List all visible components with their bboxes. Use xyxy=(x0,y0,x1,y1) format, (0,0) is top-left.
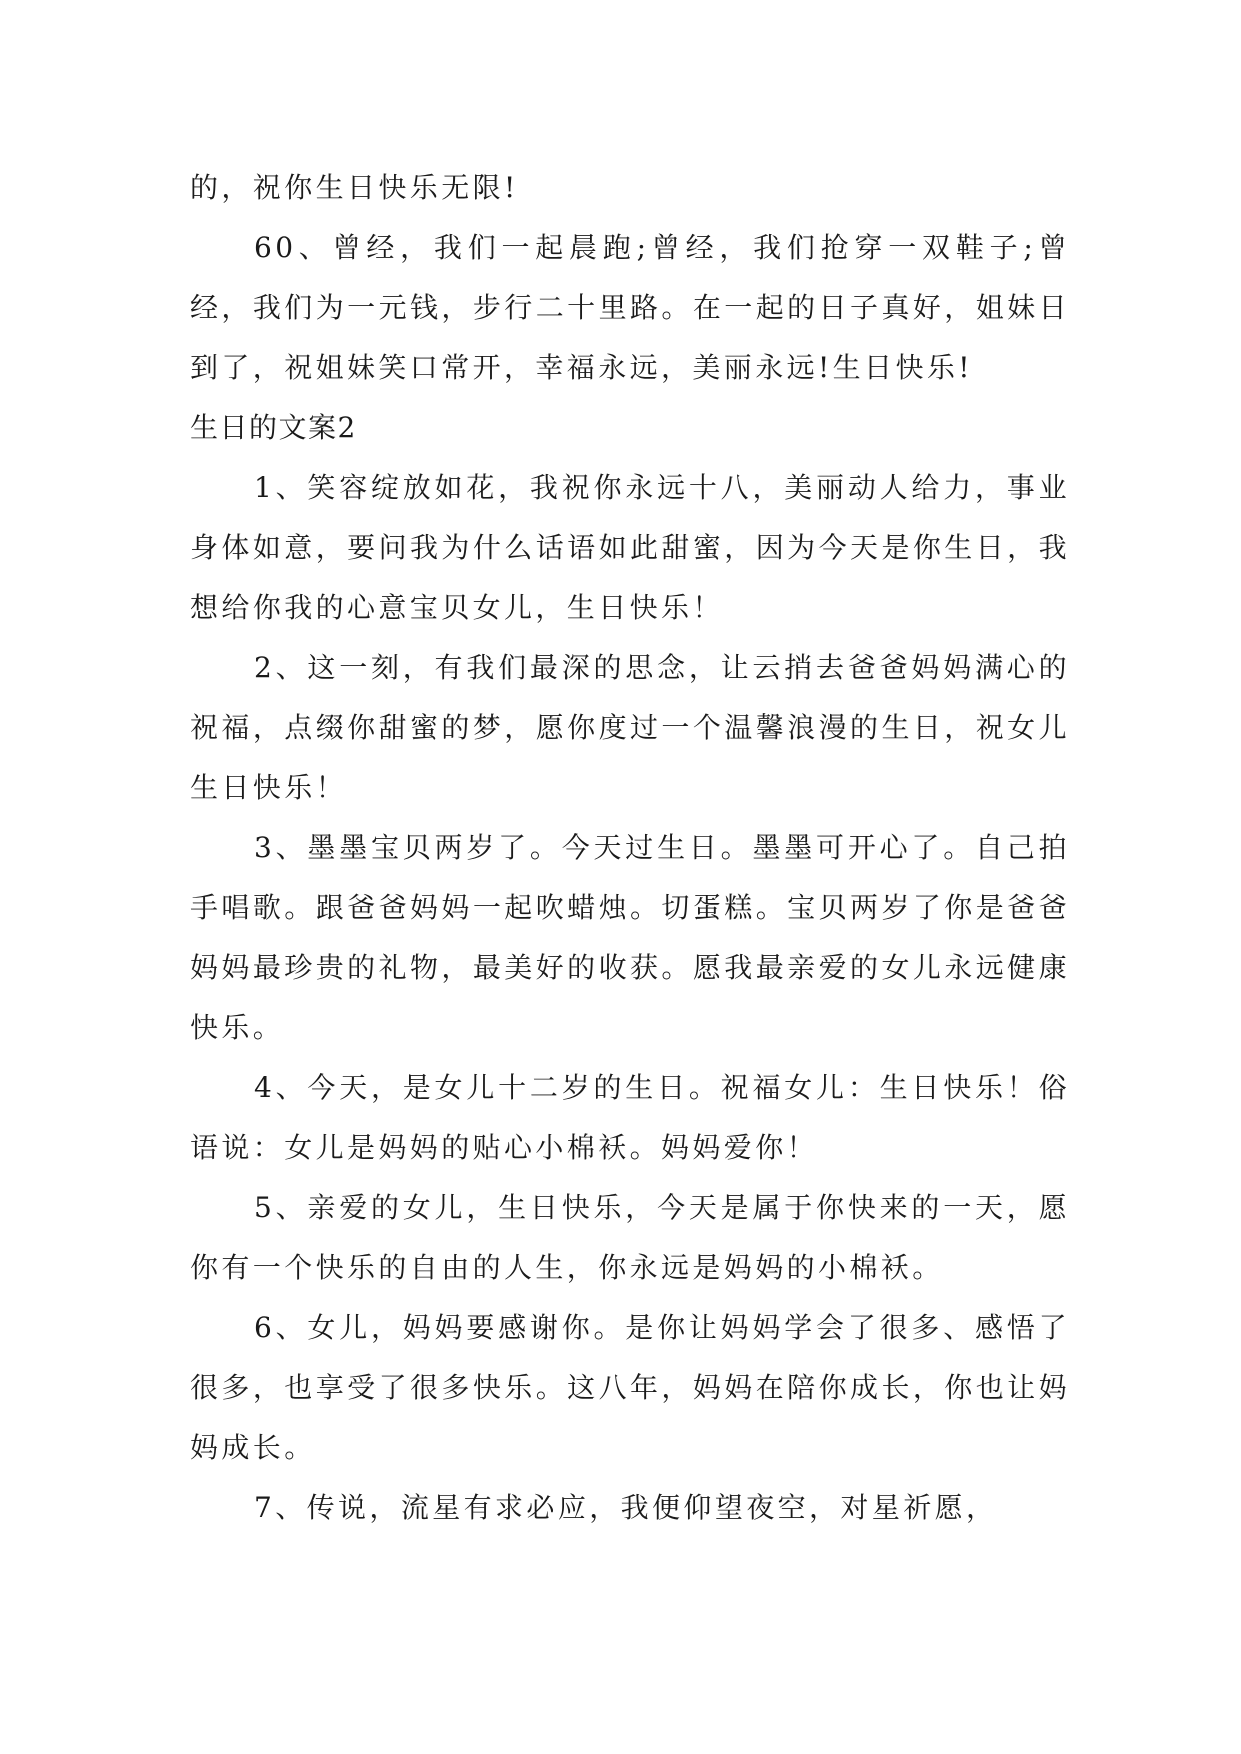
paragraph-6: 6、女儿，妈妈要感谢你。是你让妈妈学会了很多、感悟了很多，也享受了很多快乐。这八年，妈妈在陪你成长，你也让妈妈成长。 xyxy=(190,1311,1070,1464)
paragraph-5: 5、亲爱的女儿，生日快乐，今天是属于你快来的一天，愿你有一个快乐的自由的人生，你永远是妈妈的小棉袄。 xyxy=(190,1191,1070,1284)
paragraph-7: 7、传说，流星有求必应，我便仰望夜空，对星祈愿， xyxy=(254,1491,998,1524)
paragraph-3: 3、墨墨宝贝两岁了。今天过生日。墨墨可开心了。自己拍手唱歌。跟爸爸妈妈一起吹蜡烛。切蛋糕。宝贝两岁了你是爸爸妈妈最珍贵的礼物，最美好的收获。愿我最亲爱的女儿永远健康快乐。 xyxy=(190,831,1070,1044)
section-heading: 生日的文案2 xyxy=(190,411,357,444)
document-body xyxy=(190,158,1070,1538)
paragraph-continuation: 的，祝你生日快乐无限! xyxy=(190,171,519,204)
paragraph-4: 4、今天，是女儿十二岁的生日。祝福女儿：生日快乐！俗语说：女儿是妈妈的贴心小棉袄。妈妈爱你！ xyxy=(190,1071,1070,1164)
paragraph-2: 2、这一刻，有我们最深的思念，让云捎去爸爸妈妈满心的祝福，点缀你甜蜜的梦，愿你度过一个温馨浪漫的生日，祝女儿生日快乐！ xyxy=(190,651,1070,804)
paragraph-1: 1、笑容绽放如花，我祝你永远十八，美丽动人给力，事业身体如意，要问我为什么话语如此甜蜜，因为今天是你生日，我想给你我的心意宝贝女儿，生日快乐！ xyxy=(190,471,1070,624)
paragraph-60: 60、曾经，我们一起晨跑;曾经，我们抢穿一双鞋子;曾经，我们为一元钱，步行二十里路。在一起的日子真好，姐妹日到了，祝姐妹笑口常开，幸福永远，美丽永远!生日快乐! xyxy=(190,231,1070,384)
